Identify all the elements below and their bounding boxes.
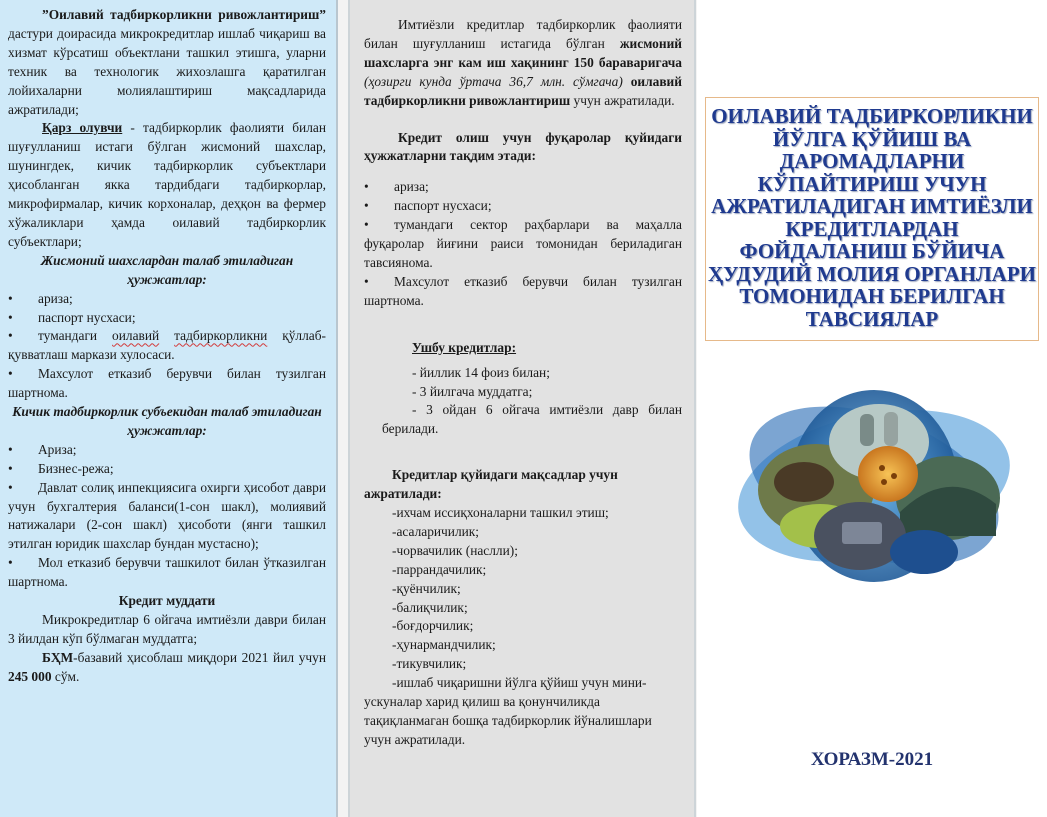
list-item: • ариза;	[364, 179, 429, 195]
list-item: - 3 йилгача муддатга;	[412, 383, 533, 399]
program-name: ”Оилавий тадбиркорликни ривожлантириш”	[42, 7, 326, 22]
list-item: • ариза;	[8, 290, 73, 306]
list-item: -қуёнчилик;	[392, 580, 461, 596]
title-line: ДАРОМАДЛАРНИ	[779, 149, 965, 173]
brochure-title	[705, 97, 1039, 341]
title-line: КЎПАЙТИРИШ УЧУН	[757, 171, 987, 196]
list-item: • Махсулот етказиб берувчи билан тузилган шартнома.	[8, 366, 326, 401]
left-panel	[0, 0, 338, 817]
list-item: • Махсулот етказиб берувчи билан тузилган шартнома.	[364, 273, 682, 308]
credit-term-text: Микрокредитлар 6 ойгача имтиёзли даври билан 3 йилдан кўп бўлмаган муддатга;	[8, 612, 326, 646]
title-line: ОИЛАВИЙ ТАДБИРКОРЛИКНИ	[711, 104, 1033, 128]
list-item: -балиқчилик;	[392, 599, 468, 615]
list-item: -боғдорчилик;	[392, 618, 474, 634]
list-item: • Ариза;	[8, 441, 77, 457]
individuals-heading: Жисмоний шахслардан талаб этиладиган ҳужжатлар:	[40, 252, 294, 287]
title-line: ТОМОНИДАН БЕРИЛГАН	[739, 284, 1005, 308]
borrower-term: Қарз олувчи	[42, 120, 123, 136]
loan-limit: жисмоний шахсларга энг кам иш хақининг 150 бараваригача	[364, 35, 682, 70]
list-item: -паррандачилик;	[392, 561, 487, 577]
list-item: -тикувчилик;	[392, 656, 467, 672]
brv-value: 245 000	[8, 668, 52, 684]
list-item: -ҳунармандчилик;	[392, 637, 496, 653]
title-line: ҲУДУДИЙ МОЛИЯ ОРГАНЛАРИ	[707, 261, 1037, 286]
list-item: - йиллик 14 фоиз билан;	[412, 364, 550, 380]
list-item: - 3 ойдан 6 ойгача имтиёзли давр билан берилади.	[382, 402, 682, 437]
list-item: • паспорт нусхаси;	[8, 309, 136, 325]
list-item: -ишлаб чиқаришни йўлга қўйиш учун мини-ускуналар харид қилиш ва қонунчиликда тақиқланмаган бошқа тадбиркорлик йўналишлари учун ажратилади.	[364, 675, 652, 747]
brv-label: БҲМ	[42, 649, 74, 665]
title-line: ТАВСИЯЛАР	[805, 306, 939, 331]
family-business-collage-icon	[734, 386, 1014, 586]
list-item: • Бизнес-режа;	[8, 460, 114, 476]
intro-paragraph	[8, 6, 326, 119]
list-item: • паспорт нусхаси;	[364, 198, 492, 214]
list-item: • Давлат солиқ инпекциясига охирги ҳисобот даври учун бухгалтерия баланси(1-сон шакл), молиявий натижалари (2-сон шакл) ҳисоботи (янги ташкил этилган юридик шахслар бундан мустасно);	[8, 479, 326, 552]
title-line: КРЕДИТЛАРДАН	[785, 216, 959, 241]
borrower-paragraph	[8, 119, 326, 251]
purposes-heading: Кредитлар қуйидаги мақсадлар учун ажратилади:	[364, 467, 618, 502]
list-item: • Мол етказиб берувчи ташкилот билан ўтказилган шартнома.	[8, 555, 326, 590]
borrower-text: - тадбиркорлик фаолияти билан шуғулланиш истаги бўлган жисмоний шахслар, шунингдек, кичик тадбиркорлик субъектлари ҳисобланган якка тардибдаги тадбиркорлар, микрофирмалар, кичик корхоналар, деҳқон ва фермер хўжаликлари ҳамда оилавий тадбиркорлик субъектлари;	[8, 120, 326, 249]
title-line: АЖРАТИЛАДИГАН ИМТИЁЗЛИ	[711, 194, 1033, 218]
footer-region-year: ХОРАЗМ-2021	[810, 749, 934, 770]
credit-term-heading: Кредит муддати	[118, 593, 216, 609]
title-line: ФОЙДАЛАНИШ БЎЙИЧА	[739, 239, 1005, 263]
citizen-docs-heading: Кредит олиш учун фуқаролар қуйидаги ҳужжатларни тақдим этади:	[364, 129, 682, 164]
list-item: • тумандаги оилавий тадбиркорликни қўллаб-қувватлаш маркази хулосаси.	[8, 328, 326, 363]
small-business-heading: Кичик тадбиркорлик субъекидан талаб этиладиган ҳужжатлар:	[12, 404, 322, 438]
list-item: -ихчам иссиқхоналарни ташкил этиш;	[392, 505, 609, 521]
list-item: • тумандаги сектор раҳбарлари ва маҳалла фуқаролар йиғини раиси томонидан бериладиган тавсиянома.	[364, 217, 682, 270]
list-item: -асаларичилик;	[392, 523, 480, 539]
intro-text: дастури доирасида микрокредитлар ишлаб чиқариш ва хизмат кўрсатиш объектлани ташкил этишга, уларни техник ва технологик жихозлашга қаратилган лойихаларни молиялаштириш мақсадларида ажратилади;	[8, 25, 326, 117]
credits-heading: Ушбу кредитлар:	[412, 339, 517, 355]
brv-paragraph: БҲМ-базавий ҳисоблаш миқдори 2021 йил учун 245 000 сўм.	[8, 649, 326, 684]
middle-intro: Имтиёзли кредитлар тадбиркорлик фаолияти билан шуғулланиш истагида бўлган жисмоний шахсларга энг кам иш хақининг 150 бараваригача (ҳозирги кунда ўртача 36,7 млн. сўмгача) оилавий тадбиркорликни ривожлантириш учун ажратилади.	[364, 17, 682, 108]
list-item: -чорвачилик (наслли);	[392, 542, 518, 558]
middle-panel	[348, 0, 696, 817]
title-line: ЙЎЛГА ҚЎЙИШ ВА	[772, 126, 972, 151]
